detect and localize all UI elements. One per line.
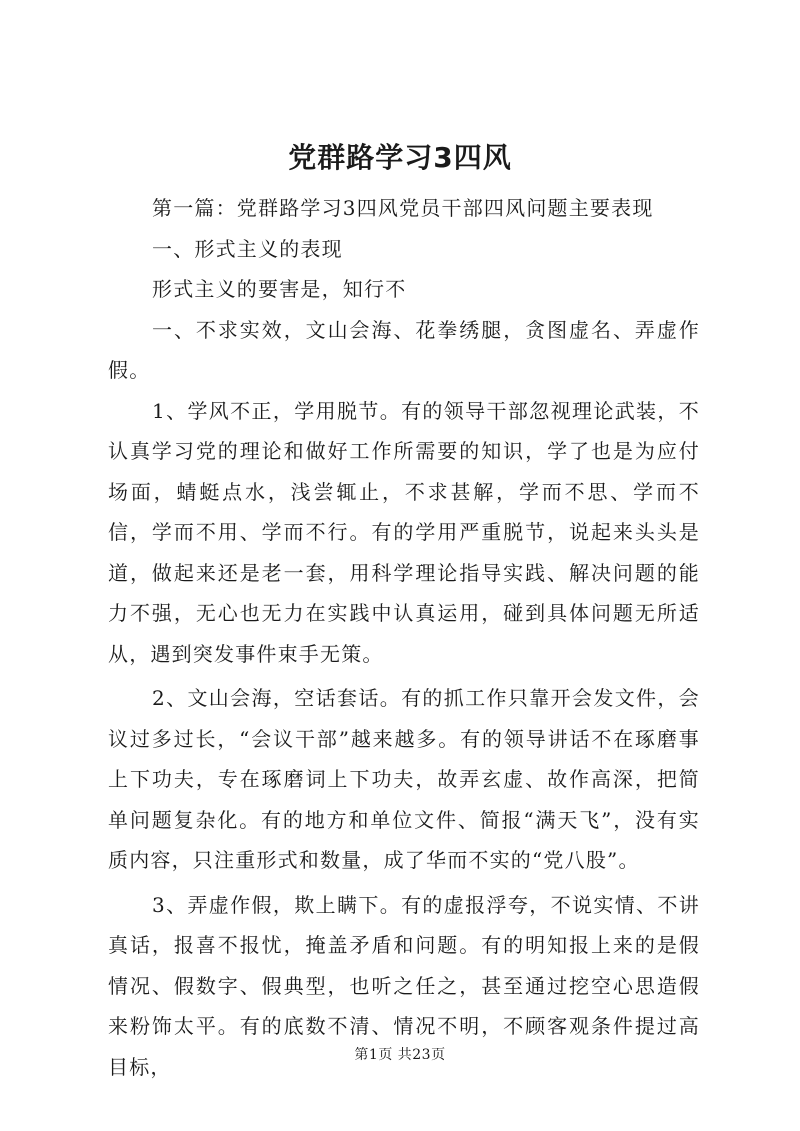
paragraph-subtitle: 第一篇：党群路学习3四风党员干部四风问题主要表现 [152,196,654,220]
paragraph-item-3: 3、弄虚作假，欺上瞒下。有的虚报浮夸，不说实情、不讲真话，报喜不报忧，掩盖矛盾和问题。有的明知报上来的是假情况、假数字、假典型，也听之任之，甚至通过挖空心思造假来粉饰太平。有的底数不清、情况不明，不顾客观条件提过高目标， [108,892,700,1079]
document-title: 党群路学习3四风 [288,141,512,174]
paragraph-heading-1: 一、形式主义的表现 [152,236,343,261]
paragraph-item-2: 2、文山会海，空话套话。有的抓工作只靠开会发文件，会议过多过长，“会议干部”越来越多。有的领导讲话不在琢磨事上下功夫，专在琢磨词上下功夫，故弄玄虚、故作高深，把简单问题复杂化。有的地方和单位文件、简报“满天飞”，没有实质内容，只注重形式和数量，成了华而不实的“党八股”。 [108,686,700,872]
page-number-footer: 第1页 共23页 [354,1047,446,1063]
document-body [108,188,700,1087]
paragraph-item-1: 1、学风不正，学用脱节。有的领导干部忽视理论武装，不认真学习党的理论和做好工作所需要的知识，学了也是为应付场面，蜻蜓点水，浅尝辄止，不求甚解，学而不思、学而不信，学而不用、学而不行。有的学用严重脱节，说起来头头是道，做起来还是老一套，用科学理论指导实践、解决问题的能力不强，无心也无力在实践中认真运用，碰到具体问题无所适从，遇到突发事件束手无策。 [108,398,700,666]
paragraph-intro: 形式主义的要害是，知行不 [152,277,407,301]
paragraph-section-1: 一、不求实效，文山会海、花拳绣腿，贪图虚名、弄虚作假。 [108,317,700,382]
